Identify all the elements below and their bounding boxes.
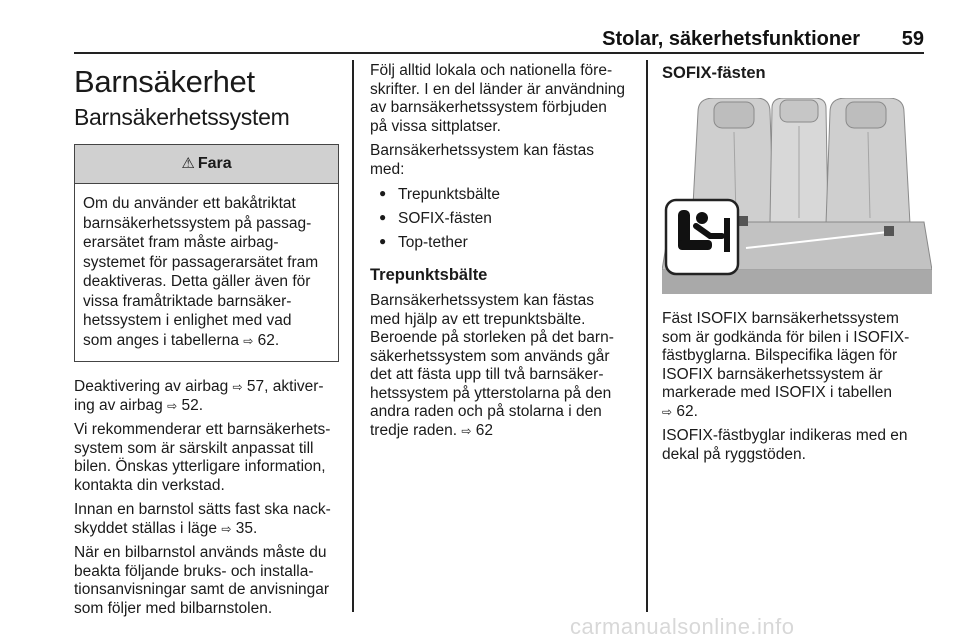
page-number: 59 <box>901 28 924 50</box>
column-divider-left <box>352 60 354 612</box>
list-item: ● Trepunktsbälte <box>370 185 638 204</box>
paragraph-isofix-decal: ISOFIX-fästbyglar indikeras med en dekal på ryggstöden. <box>662 427 908 463</box>
text-line: Om du använder ett bakåtriktat <box>83 195 296 212</box>
paragraph-airbag: Deaktivering av airbag ⇨ 57, aktiver- ing av airbag ⇨ 52. <box>74 378 324 414</box>
paragraph-regulations: Följ alltid lokala och nationella före- skrifter. I en del länder är användning av barnsäkerhetssystem förbjuden på vissa sittplatser. <box>370 62 626 135</box>
page-reference[interactable]: 62. <box>257 331 280 349</box>
text-line: vissa framåtriktade barnsäker- <box>83 292 292 310</box>
page-reference[interactable]: 52. <box>181 396 204 414</box>
warning-title: Fara <box>197 154 232 172</box>
column-right <box>662 62 932 470</box>
page-reference[interactable]: 62 <box>475 421 493 439</box>
column-divider-right <box>646 60 648 612</box>
page-reference[interactable]: 62. <box>676 402 698 420</box>
warning-body <box>75 184 338 361</box>
subsection-heading-three-point-belt: Trepunktsbälte <box>370 266 488 284</box>
fastening-method-list <box>370 185 638 252</box>
rear-seats-isofix-illustration <box>662 98 932 294</box>
reference-arrow-icon: ⇨ <box>232 380 243 394</box>
reference-arrow-icon: ⇨ <box>167 398 178 413</box>
list-item: ● Top-tether <box>370 233 638 252</box>
text-line: hetssystem i enlighet med vad <box>83 312 292 329</box>
text-line: systemet för passagerarsätet fram <box>83 253 319 271</box>
page-header-title: Stolar, säkerhetsfunktioner <box>602 28 860 50</box>
reference-arrow-icon: ⇨ <box>243 333 254 348</box>
page-reference[interactable]: 57, aktiver- <box>246 378 324 395</box>
reference-arrow-icon: ⇨ <box>662 404 673 419</box>
paragraph-recommendation: Vi rekommenderar ett barnsäkerhets- system som är särskilt anpassat till bilen. Önskas ytterligare information, kontakta din verkstad. <box>74 421 331 494</box>
paragraph-three-point-belt: Barnsäkerhetssystem kan fästas med hjälp av ett trepunktsbälte. Beroende på storleken på det barn- säkerhetssystem som används går det att fästa upp till två barnsäker- hetssystem på ytterstolarna på den andra raden och på stolarna i den tredje raden. ⇨ 62 <box>370 292 614 439</box>
danger-warning-box <box>74 144 339 362</box>
text-line: som anges i tabellerna ⇨ 62. <box>83 331 280 349</box>
header-divider <box>74 52 924 54</box>
paragraph-isofix-attach: Fäst ISOFIX barnsäkerhetssystem som är godkända för bilen i ISOFIX- fästbyglarna. Bilspecifika lägen för ISOFIX barnsäkerhetssystem är markerade med ISOFIX i tabellen ⇨ 62. <box>662 310 910 420</box>
paragraph-instructions: När en bilbarnstol används måste du beakta följande bruks- och installa- tionsanvisningar samt de anvisningar som följer med bilbarnstolen. <box>74 544 330 617</box>
subsection-heading: Barnsäkerhetssystem <box>74 104 290 130</box>
page-reference[interactable]: 35. <box>235 519 258 537</box>
column-middle <box>370 62 638 446</box>
reference-arrow-icon: ⇨ <box>221 521 232 536</box>
warning-header <box>75 145 338 184</box>
list-item: ● SOFIX-fästen <box>370 209 638 228</box>
text-line: deaktiveras. Detta gäller även för <box>83 273 311 290</box>
footer-watermark: carmanualsonline.info <box>570 614 795 639</box>
reference-arrow-icon: ⇨ <box>461 423 472 438</box>
paragraph-headrest: Innan en barnstol sätts fast ska nack- skyddet ställas i läge ⇨ 35. <box>74 501 331 537</box>
section-heading: Barnsäkerhet <box>74 64 255 99</box>
text-line: erarsätet fram måste airbag- <box>83 234 279 251</box>
paragraph-fastening: Barnsäkerhetssystem kan fästas med: <box>370 142 594 178</box>
text-line: barnsäkerhetssystem på passag- <box>83 214 312 232</box>
subsection-heading-isofix: SOFIX-fästen <box>662 64 766 82</box>
warning-triangle-icon: ⚠ <box>181 154 195 172</box>
column-left <box>74 62 344 624</box>
